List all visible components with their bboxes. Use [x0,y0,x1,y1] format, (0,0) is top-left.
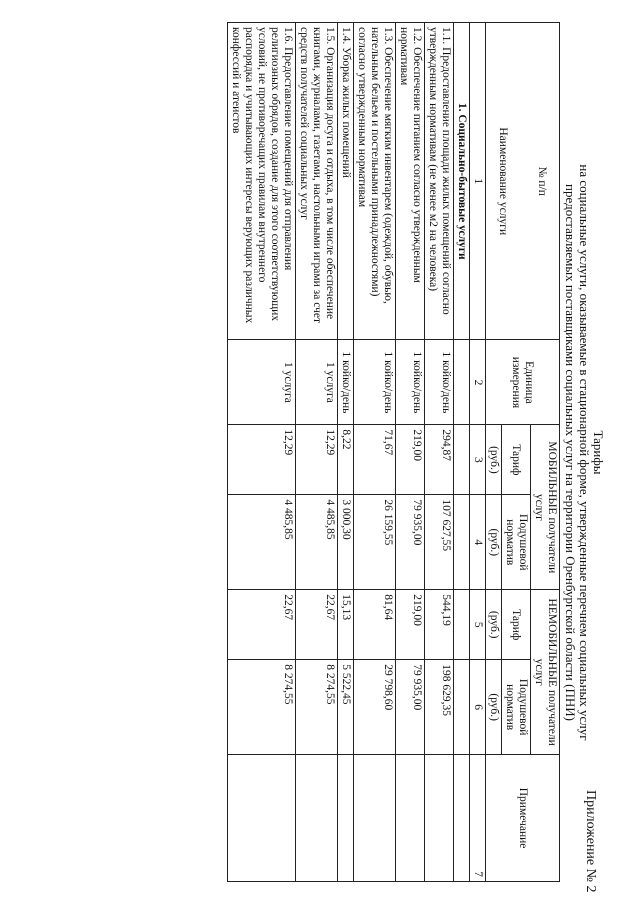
header-normative-immobile: Подушевой норматив [502,660,531,755]
normative-mobile-cell: 79 935,00 [396,495,425,590]
document-subtitle-2: предоставляемых поставщиками социальных услуг на территории Оренбургской области (ПНИ) [563,184,578,721]
header-rub-1: (руб.) [486,425,502,495]
table-row [296,23,338,882]
tariff-mobile-cell: 12,29 [228,425,296,495]
tariff-mobile-cell: 12,29 [296,425,338,495]
header-unit: Единица измерения [486,340,560,425]
normative-mobile-cell: 26 159,55 [354,495,396,590]
index-cell: 6 [470,660,486,755]
service-name-cell: 1.1. Предоставление площади жилых помещений согласно утвержденным нормативам (не менее м2 на человека) [425,23,454,340]
document-subtitle-1: на социальные услуги, оказываемые в стационарной форме, утвержденные перечнем социальных услуг [577,164,592,741]
appendix-label: Приложение № 2 [583,790,598,893]
index-cell: 5 [470,590,486,660]
normative-mobile-cell: 4 485,85 [228,495,296,590]
table-row [425,23,454,882]
normative-immobile-cell: 8 274,55 [228,660,296,755]
tariff-immobile-cell: 544,19 [425,590,454,660]
section-title: 1. Социально-бытовые услуги [454,23,470,340]
table-row [338,23,354,882]
note-cell [425,755,454,882]
header-num-name [486,23,560,340]
normative-immobile-cell: 5 522,45 [338,660,354,755]
tariff-immobile-cell: 219,00 [396,590,425,660]
header-name: Наименование услуги [497,127,510,236]
index-row [470,23,486,882]
service-name-cell: 1.2. Обеспечение питанием согласно утвержденным нормативам [396,23,425,340]
tariff-mobile-cell: 219,00 [396,425,425,495]
service-name-cell: 1.5. Организация досуга и отдыха, в том числе обеспечение книгами, журналами, газетами, настольными играми за счет средств получателей социальных услуг [296,23,338,340]
header-mobile: МОБИЛЬНЫЕ получатели услуг [531,425,560,590]
index-cell: 1 [470,23,486,340]
note-cell [228,755,296,882]
normative-immobile-cell: 198 629,35 [425,660,454,755]
service-name-cell: 1.3. Обеспечение мягким инвентарем (одеждой, обувью, нательным бельем и постельными принадлежностями) согласно утвержденным нормативам [354,23,396,340]
unit-cell: 1 услуга [296,340,338,425]
tariff-mobile-cell: 294,87 [425,425,454,495]
normative-immobile-cell: 79 935,00 [396,660,425,755]
table-row [228,23,296,882]
tariff-mobile-cell: 71,67 [354,425,396,495]
index-cell: 2 [470,340,486,425]
normative-immobile-cell: 8 274,55 [296,660,338,755]
unit-cell: 1 услуга [228,340,296,425]
note-cell [338,755,354,882]
header-rub-2: (руб.) [486,495,502,590]
header-note: Примечание [486,755,560,882]
normative-mobile-cell: 107 627,55 [425,495,454,590]
tariff-immobile-cell: 81,64 [354,590,396,660]
tariff-immobile-cell: 22,67 [228,590,296,660]
unit-cell: 1 койко/день [396,340,425,425]
unit-cell: 1 койко/день [354,340,396,425]
table-row [396,23,425,882]
note-cell [354,755,396,882]
document-title: Тарифы [591,430,606,475]
normative-immobile-cell: 29 798,60 [354,660,396,755]
index-cell: 4 [470,495,486,590]
tariff-immobile-cell: 15,13 [338,590,354,660]
header-num: № п/п [536,166,549,196]
unit-cell: 1 койко/день [425,340,454,425]
note-cell [296,755,338,882]
tariff-mobile-cell: 8,22 [338,425,354,495]
header-tariff-mobile: Тариф [502,425,531,495]
tariff-table [227,22,560,882]
service-name-cell: 1.6. Предоставление помещений для отправления религиозных обрядов, создание для этого соответствующих условий, не противоречащих правилам внутреннего распорядка и учитывающих интересы верующих различных конфессий и атеистов [228,23,296,340]
table-row [354,23,396,882]
header-tariff-immobile: Тариф [502,590,531,660]
index-cell: 7 [470,755,486,882]
index-cell: 3 [470,425,486,495]
service-name-cell: 1.4. Уборка жилых помещений [338,23,354,340]
header-rub-4: (руб.) [486,660,502,755]
normative-mobile-cell: 3 000,30 [338,495,354,590]
normative-mobile-cell: 4 485,85 [296,495,338,590]
unit-cell: 1 койко/день [338,340,354,425]
header-rub-3: (руб.) [486,590,502,660]
header-immobile: НЕМОБИЛЬНЫЕ получатели услуг [531,590,560,755]
header-normative-mobile: Подушевой норматив [502,495,531,590]
tariff-immobile-cell: 22,67 [296,590,338,660]
note-cell [396,755,425,882]
